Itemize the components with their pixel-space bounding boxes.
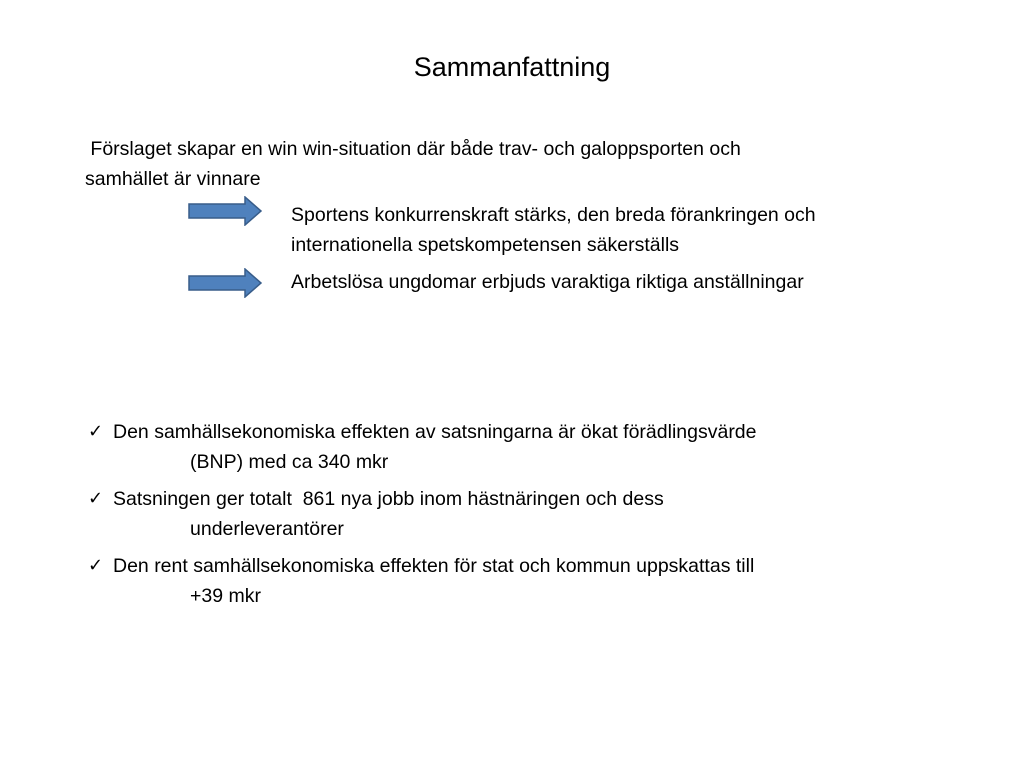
intro-line-1: Förslaget skapar en win win-situation där både trav- och galoppsporten och [85, 138, 741, 160]
intro-text [85, 134, 905, 194]
checkmark-icon: ✓ [88, 421, 104, 442]
checkmark-icon: ✓ [88, 555, 104, 576]
arrow-point-line-2: internationella spetskompetensen säkerställs [291, 234, 680, 256]
arrow-point-line-1: Sportens konkurrenskraft stärks, den breda förankringen och [291, 204, 816, 226]
check-item-line-1: Den samhällsekonomiska effekten av satsningarna är ökat förädlingsvärde [113, 421, 757, 443]
right-arrow-icon [187, 196, 263, 226]
arrow-point-line-1: Arbetslösa ungdomar erbjuds varaktiga riktiga anställningar [291, 271, 804, 293]
slide-title: Sammanfattning [413, 52, 611, 82]
check-item-line-2: underleverantörer [190, 518, 344, 540]
check-item [88, 417, 948, 477]
checkmark-icon: ✓ [88, 488, 104, 509]
arrow-point-text [291, 267, 991, 297]
right-arrow-icon [187, 268, 263, 298]
arrow-point-text [291, 200, 991, 260]
check-item-line-2: (BNP) med ca 340 mkr [190, 451, 389, 473]
check-item-line-1: Satsningen ger totalt 861 nya jobb inom hästnäringen och dess [113, 488, 664, 510]
intro-line-2: samhället är vinnare [85, 168, 261, 190]
check-item-line-1: Den rent samhällsekonomiska effekten för stat och kommun uppskattas till [113, 555, 755, 577]
check-item [88, 484, 948, 544]
check-list [88, 417, 948, 618]
check-item [88, 551, 948, 611]
check-item-line-2: +39 mkr [190, 585, 261, 607]
